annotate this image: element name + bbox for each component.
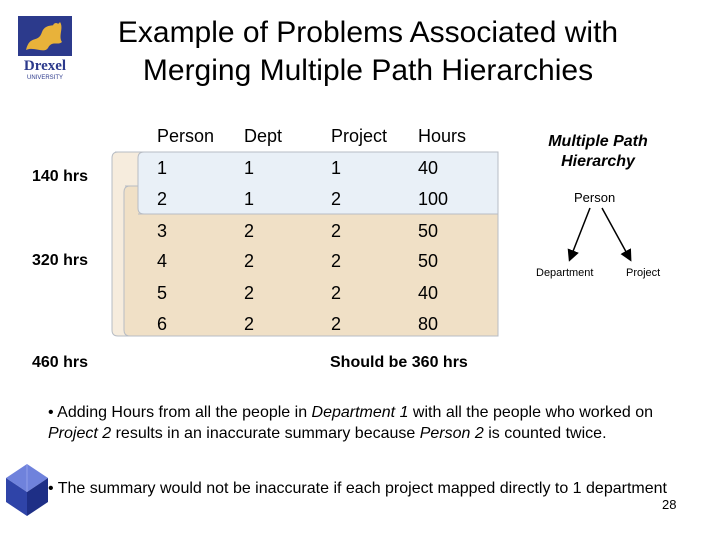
label-320-hrs: 320 hrs [32, 252, 89, 269]
table-cell: 40 [418, 158, 439, 178]
table-cell: 2 [331, 251, 342, 271]
table-cell: 2 [244, 283, 255, 303]
table-cell: 1 [331, 158, 342, 178]
note-should-be: Should be 360 hrs [330, 354, 468, 371]
table-cell: 100 [418, 189, 449, 209]
label-460-hrs: 460 hrs [32, 354, 89, 371]
table-cell: 6 [157, 314, 168, 334]
table-cell: 1 [157, 158, 168, 178]
table-cell: 2 [331, 189, 342, 209]
table-cell: 2 [244, 221, 255, 241]
table-cell: 5 [157, 283, 168, 303]
table-cell: 1 [244, 189, 255, 209]
cube-icon [2, 460, 52, 520]
bullet-1: • Adding Hours from all the people in Department 1 with all the people who worked on Project 2 results in an inaccurate summary because Person 2 is counted twice. [48, 404, 654, 442]
logo-subtext: UNIVERSITY [26, 75, 64, 80]
diagram-node-project: Project [626, 267, 661, 279]
table-cell: 50 [418, 251, 439, 271]
table-cell: 1 [244, 158, 255, 178]
page-number: 28 [662, 497, 677, 512]
bullet-2: • The summary would not be inaccurate if each project mapped directly to 1 department [48, 480, 667, 497]
table-cell: 50 [418, 221, 439, 241]
label-140-hrs: 140 hrs [32, 168, 89, 185]
header-person: Person [157, 126, 215, 146]
slide-title: Example of Problems Associated with Merging Multiple Path Hierarchies [117, 16, 619, 87]
table-cell: 80 [418, 314, 439, 334]
arrow-to-department [570, 208, 590, 259]
table-cell: 2 [157, 189, 168, 209]
table-cell: 3 [157, 221, 168, 241]
diagram-title: Multiple Path Hierarchy [548, 133, 648, 170]
logo-text: Drexel [23, 58, 67, 74]
table-cell: 4 [157, 251, 168, 271]
arrow-to-project [602, 208, 630, 259]
diagram-node-department: Department [536, 267, 594, 279]
table-cell: 2 [244, 314, 255, 334]
header-hours: Hours [418, 126, 467, 146]
table-cell: 2 [331, 283, 342, 303]
diagram-node-person: Person [574, 190, 616, 205]
header-dept: Dept [244, 126, 283, 146]
table-cell: 40 [418, 283, 439, 303]
table-cell: 2 [331, 221, 342, 241]
header-project: Project [331, 126, 388, 146]
table-cell: 2 [331, 314, 342, 334]
table-cell: 2 [244, 251, 255, 271]
